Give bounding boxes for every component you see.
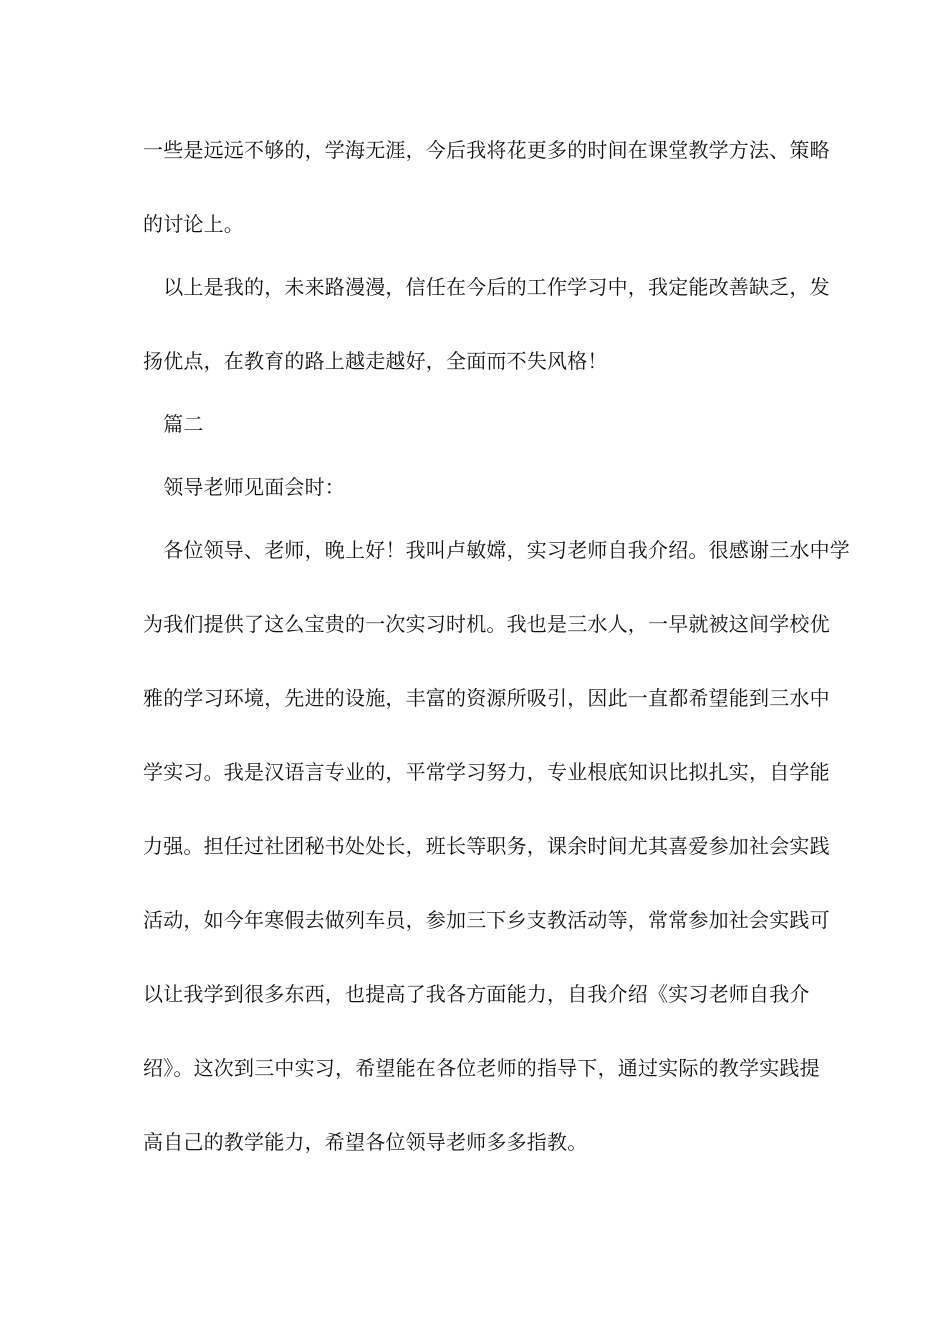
- text-line: 扬优点，在教育的路上越走越好，全面而不失风格！: [143, 349, 608, 373]
- text-line: 为我们提供了这么宝贵的一次实习时机。我也是三水人，一早就被这间学校优: [143, 612, 830, 636]
- text-line: 以让我学到很多东西，也提高了我各方面能力，自我介绍《实习老师自我介: [143, 982, 810, 1006]
- text-line: 领导老师见面会时：: [143, 475, 345, 499]
- text-line: 一些是远远不够的，学海无涯，今后我将花更多的时间在课堂教学方法、策略: [143, 138, 830, 162]
- text-line: 高自己的教学能力，希望各位领导老师多多指教。: [143, 1130, 588, 1154]
- text-line: 各位领导、老师，晚上好！我叫卢敏嫦，实习老师自我介绍。很感谢三水中学: [143, 538, 850, 562]
- section-heading: 篇二: [143, 412, 204, 436]
- text-line: 学实习。我是汉语言专业的，平常学习努力，专业根底知识比拟扎实，自学能: [143, 760, 830, 784]
- text-line: 绍》。这次到三中实习，希望能在各位老师的指导下，通过实际的教学实践提: [143, 1056, 820, 1080]
- text-line: 的讨论上。: [143, 212, 244, 236]
- text-line: 雅的学习环境，先进的设施，丰富的资源所吸引，因此一直都希望能到三水中: [143, 686, 830, 710]
- text-line: 活动，如今年寒假去做列车员，参加三下乡支教活动等，常常参加社会实践可: [143, 908, 830, 932]
- text-line: 力强。担任过社团秘书处处长，班长等职务，课余时间尤其喜爱参加社会实践: [143, 834, 830, 858]
- text-line: 以上是我的，未来路漫漫，信任在今后的工作学习中，我定能改善缺乏，发: [143, 275, 830, 299]
